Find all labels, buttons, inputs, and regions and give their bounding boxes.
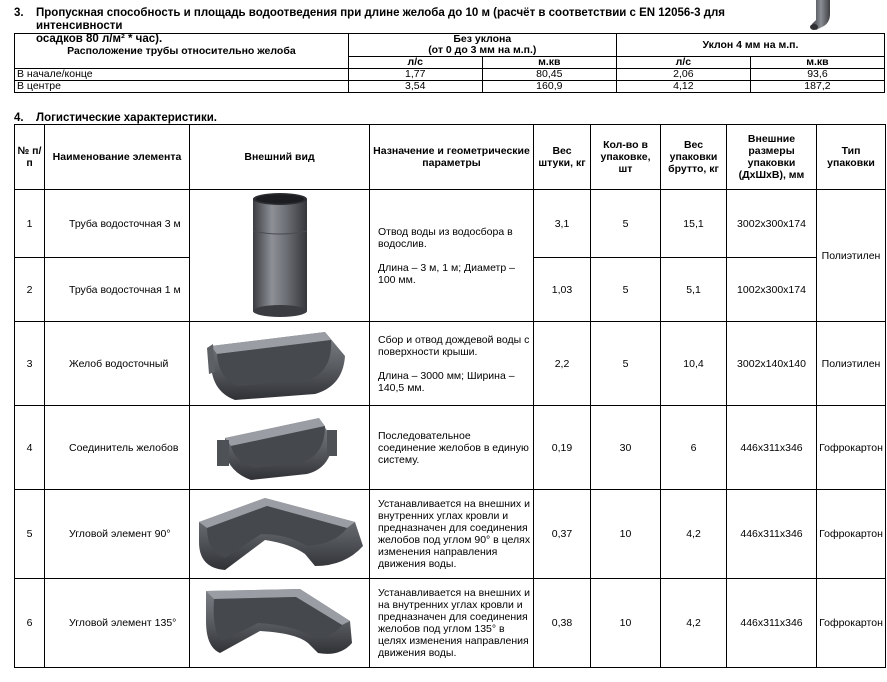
weight-cell: 0,19 <box>534 406 591 490</box>
pack-cell: Гофрокартон <box>817 406 886 490</box>
pack-cell: Полиэтилен <box>817 322 886 406</box>
value-cell: 160,9 <box>482 81 616 93</box>
dims-cell: 3002x140x140 <box>727 322 817 406</box>
qty-cell: 10 <box>591 579 661 668</box>
dims-cell: 1002x300x174 <box>727 258 817 322</box>
gutter-description-params: Длина – 3000 мм; Ширина – 140,5 мм. <box>378 369 515 394</box>
section-3-title-line1: Пропускная способность и площадь водоотведения при длине желоба до 10 м (расчёт в соответствии с EN 12056-3 для интенсивности <box>36 7 726 32</box>
element-name: Угловой элемент 135° <box>45 579 190 668</box>
element-name: Желоб водосточный <box>45 322 190 406</box>
corner90-image-cell <box>190 490 370 579</box>
dims-cell: 446x311x346 <box>727 406 817 490</box>
element-name: Соединитель желобов <box>45 406 190 490</box>
col-dims-header: Внешние размеры упаковки (ДхШхВ), мм <box>727 125 817 190</box>
unit-ls-header: л/с <box>616 57 750 69</box>
table-row <box>15 81 885 93</box>
gutter-image <box>205 326 355 402</box>
value-cell: 3,54 <box>348 81 482 93</box>
table-row <box>15 322 886 406</box>
pipe-description <box>370 190 534 322</box>
gross-cell: 4,2 <box>661 490 727 579</box>
gutter-description-purpose: Сбор и отвод дождевой воды с поверхности крыши. <box>378 333 530 358</box>
col-name-header: Наименование элемента <box>45 125 190 190</box>
connector-description: Последовательное соединение желобов в единую систему. <box>370 406 534 490</box>
value-cell: 2,06 <box>616 69 750 81</box>
corner135-description: Устанавливается на внешних и на внутренних углах кровли и предназначен для соединения желобов под углом 135° в целях изменения направления движения воды. <box>370 579 534 668</box>
gross-cell: 5,1 <box>661 258 727 322</box>
row-number: 4 <box>15 406 45 490</box>
corner-90-image <box>195 492 365 576</box>
element-name: Труба водосточная 1 м <box>45 258 190 322</box>
table-row <box>15 69 885 81</box>
qty-cell: 30 <box>591 406 661 490</box>
corner90-description: Устанавливается на внешних и внутренних углах кровли и предназначен для соединения желобов под углом 90° в целях изменения направления движения воды. <box>370 490 534 579</box>
position-cell: В начале/конце <box>15 69 349 81</box>
no-slope-header-line1: Без уклона <box>453 33 512 45</box>
row-number: 2 <box>15 258 45 322</box>
col-num-header: № п/п <box>15 125 45 190</box>
table-row <box>15 406 886 490</box>
value-cell: 1,77 <box>348 69 482 81</box>
element-name: Угловой элемент 90° <box>45 490 190 579</box>
table-row <box>15 579 886 668</box>
weight-cell: 0,37 <box>534 490 591 579</box>
weight-cell: 3,1 <box>534 190 591 258</box>
value-cell: 4,12 <box>616 81 750 93</box>
col-gross-header: Вес упаковки брутто, кг <box>661 125 727 190</box>
value-cell: 93,6 <box>750 69 884 81</box>
no-slope-header-line2: (от 0 до 3 мм на м.п.) <box>428 44 537 56</box>
position-header: Расположение трубы относительно желоба <box>15 34 349 69</box>
gross-cell: 4,2 <box>661 579 727 668</box>
qty-cell: 10 <box>591 490 661 579</box>
gutter-description <box>370 322 534 406</box>
row-number: 5 <box>15 490 45 579</box>
dims-cell: 446x311x346 <box>727 490 817 579</box>
weight-cell: 1,03 <box>534 258 591 322</box>
downpipe-image <box>245 191 315 321</box>
table-row <box>15 490 886 579</box>
no-slope-header <box>348 34 616 57</box>
pack-cell: Полиэтилен <box>817 190 886 322</box>
downpipe-outlet-image <box>808 0 838 32</box>
section-4-number: 4. <box>14 112 24 124</box>
pack-cell: Гофрокартон <box>817 579 886 668</box>
pipe-description-purpose: Отвод воды из водосбора в водослив. <box>378 225 513 250</box>
value-cell: 187,2 <box>750 81 884 93</box>
qty-cell: 5 <box>591 258 661 322</box>
unit-m2-header: м.кв <box>750 57 884 69</box>
col-purpose-header: Назначение и геометрические параметры <box>370 125 534 190</box>
col-qty-header: Кол-во в упаковке, шт <box>591 125 661 190</box>
col-pack-header: Тип упаковки <box>817 125 886 190</box>
qty-cell: 5 <box>591 190 661 258</box>
gutter-connector-image <box>215 412 345 484</box>
gross-cell: 10,4 <box>661 322 727 406</box>
section-3-title-line2: осадков 80 л/м² * час). <box>36 33 163 45</box>
qty-cell: 5 <box>591 322 661 406</box>
table-row <box>15 190 886 258</box>
value-cell: 80,45 <box>482 69 616 81</box>
col-weight-header: Вес штуки, кг <box>534 125 591 190</box>
gross-cell: 6 <box>661 406 727 490</box>
connector-image-cell <box>190 406 370 490</box>
gutter-image-cell <box>190 322 370 406</box>
dims-cell: 3002x300x174 <box>727 190 817 258</box>
weight-cell: 0,38 <box>534 579 591 668</box>
col-view-header: Внешний вид <box>190 125 370 190</box>
pipe-image-cell <box>190 190 370 322</box>
gross-cell: 15,1 <box>661 190 727 258</box>
corner135-image-cell <box>190 579 370 668</box>
corner-135-image <box>200 581 360 665</box>
row-number: 6 <box>15 579 45 668</box>
element-name: Труба водосточная 3 м <box>45 190 190 258</box>
slope-header: Уклон 4 мм на м.п. <box>616 34 884 57</box>
weight-cell: 2,2 <box>534 322 591 406</box>
pack-cell: Гофрокартон <box>817 490 886 579</box>
unit-ls-header: л/с <box>348 57 482 69</box>
pipe-description-params: Длина – 3 м, 1 м; Диаметр – 100 мм. <box>378 261 515 286</box>
row-number: 1 <box>15 190 45 258</box>
logistics-table <box>14 124 886 668</box>
section-3-number: 3. <box>14 7 24 19</box>
position-cell: В центре <box>15 81 349 93</box>
unit-m2-header: м.кв <box>482 57 616 69</box>
capacity-table <box>14 33 885 93</box>
section-4-title: Логистические характеристики. <box>36 112 217 124</box>
dims-cell: 446x311x346 <box>727 579 817 668</box>
row-number: 3 <box>15 322 45 406</box>
